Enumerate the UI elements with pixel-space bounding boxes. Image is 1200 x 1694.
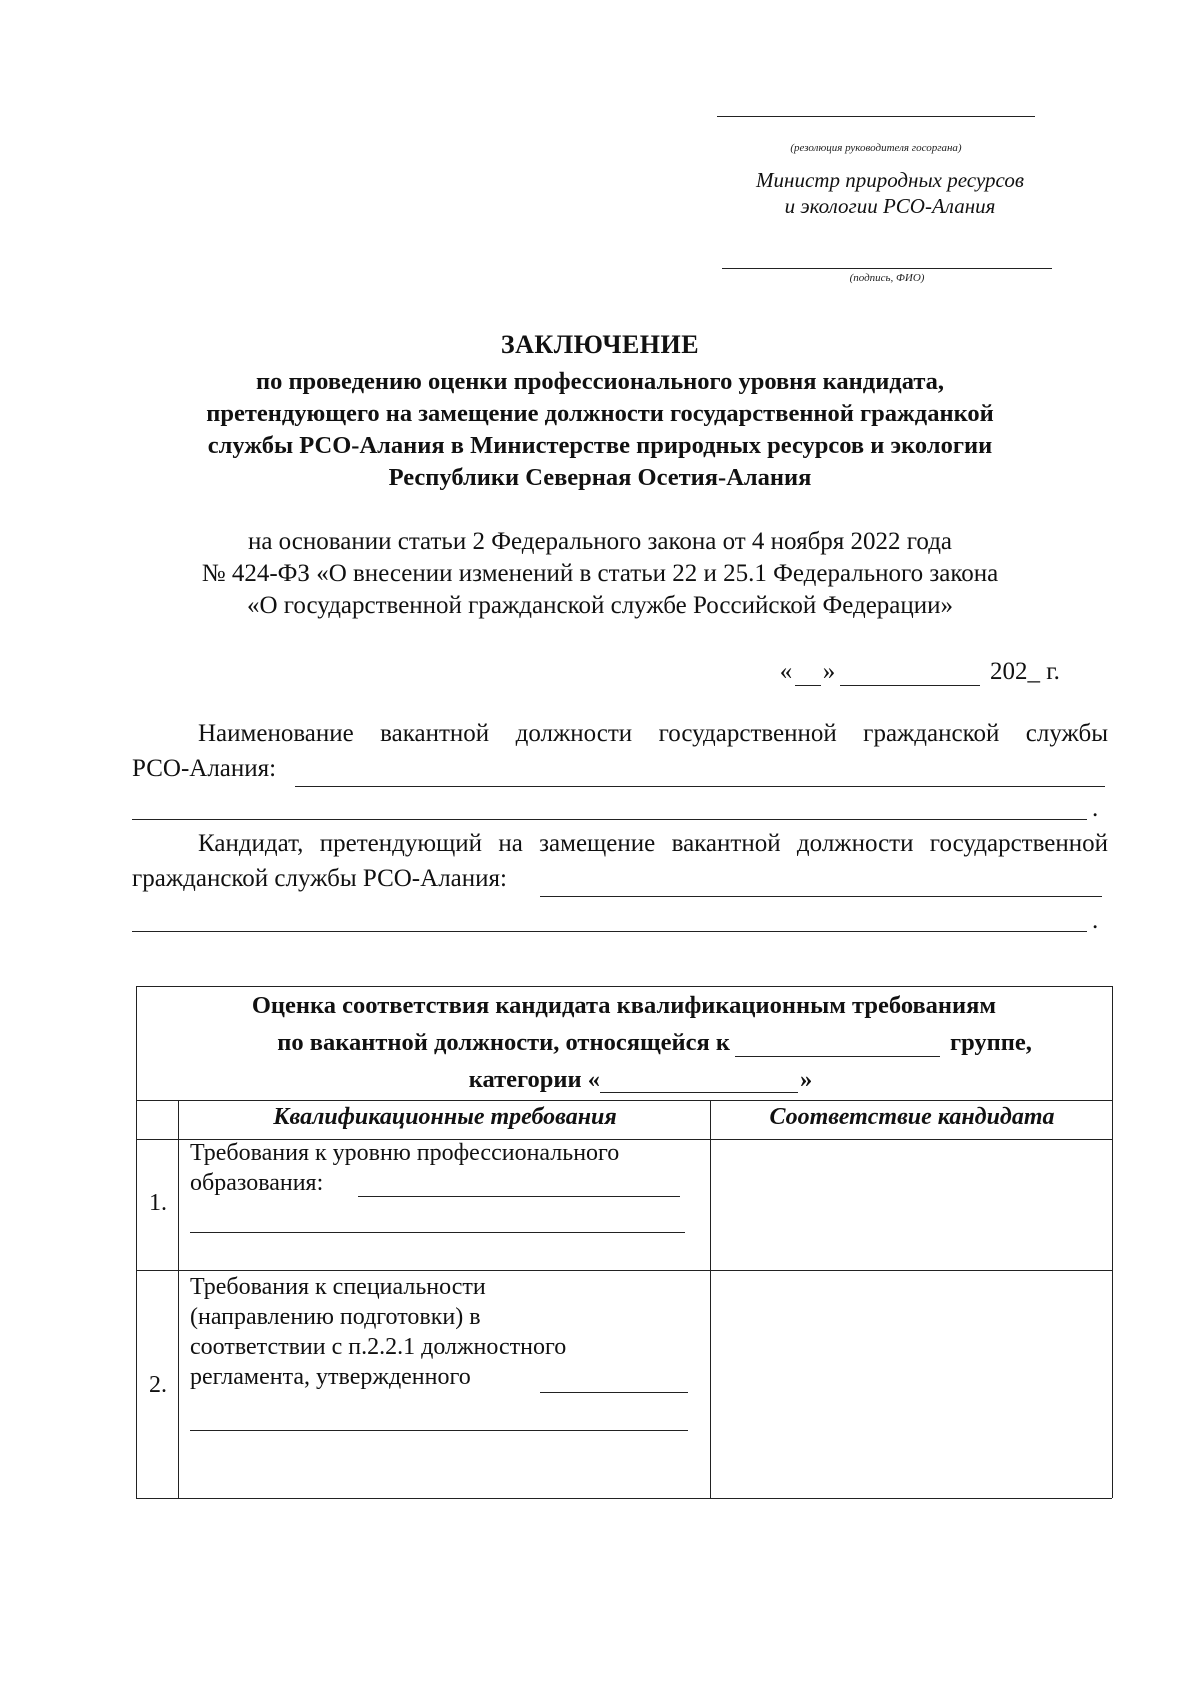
vacancy-field-2[interactable] xyxy=(132,819,1087,820)
basis-line-3: «О государственной гражданской службе Российской Федерации» xyxy=(246,592,954,619)
group-field[interactable] xyxy=(735,1056,940,1057)
table-border-top xyxy=(136,986,1112,987)
candidate-field-1[interactable] xyxy=(540,896,1102,897)
date-close-quote: » xyxy=(822,658,836,685)
vacancy-field-1[interactable] xyxy=(295,786,1105,787)
table-header-line-3a: категории « xyxy=(468,1066,600,1093)
document-title: ЗАКЛЮЧЕНИЕ xyxy=(500,330,700,359)
minister-line-2: и экологии РСО-Алания xyxy=(784,193,996,218)
minister-line-1: Министр природных ресурсов xyxy=(756,168,1024,192)
row-2-line-1: Требования к специальности xyxy=(190,1274,486,1300)
subtitle-line-2: претендующего на замещение должности государственной гражданкой xyxy=(206,400,994,427)
table-row1-bottom xyxy=(136,1270,1112,1271)
row-2-line-4: регламента, утвержденного xyxy=(190,1364,471,1390)
subtitle-line-1: по проведению оценки профессионального уровня кандидата, xyxy=(255,368,945,395)
col-header-requirements: Квалификационные требования xyxy=(273,1104,617,1130)
table-border-bottom xyxy=(136,1498,1112,1499)
category-field[interactable] xyxy=(600,1092,798,1093)
table-border-right xyxy=(1112,986,1113,1498)
col-header-compliance: Соответствие кандидата xyxy=(769,1104,1055,1130)
row-1-line-2: образования: xyxy=(190,1170,324,1196)
resolution-line xyxy=(717,116,1035,117)
vacancy-label-line-1: Наименование вакантной должности государственной гражданской службы xyxy=(198,720,1108,747)
row-2-requirement xyxy=(190,1272,705,1392)
basis-line-2: № 424-ФЗ «О внесении изменений в статьи 22 и 25.1 Федерального закона xyxy=(201,560,999,587)
subtitle-line-3: службы РСО-Алания в Министерстве природных ресурсов и экологии xyxy=(207,432,993,459)
candidate-label-line-1: Кандидат, претендующий на замещение вакантной должности государственной xyxy=(198,830,1108,857)
table-header-bottom xyxy=(136,1100,1112,1101)
signature-line[interactable] xyxy=(722,268,1052,269)
table-border-left xyxy=(136,986,137,1498)
table-header-line-2a: по вакантной должности, относящейся к xyxy=(277,1029,730,1056)
row-1-extra-field[interactable] xyxy=(190,1232,685,1233)
table-col-divider xyxy=(710,1100,711,1498)
basis-line-1: на основании статьи 2 Федерального закона от 4 ноября 2022 года xyxy=(247,528,953,555)
minister-title xyxy=(700,168,1080,219)
date-day-field[interactable] xyxy=(795,685,821,686)
row-2-compliance-cell[interactable] xyxy=(712,1272,1110,1497)
date-open-quote: « xyxy=(779,658,793,685)
vacancy-end-dot: . xyxy=(1092,795,1099,822)
legal-basis xyxy=(100,526,1100,622)
table-header-line-2b: группе, xyxy=(950,1029,1032,1056)
candidate-field-2[interactable] xyxy=(132,931,1087,932)
row-2-line-2: (направлению подготовки) в xyxy=(190,1304,481,1330)
row-1-requirement xyxy=(190,1138,705,1198)
row-1-line-1: Требования к уровню профессионального xyxy=(190,1140,620,1166)
subtitle-line-4: Республики Северная Осетия-Алания xyxy=(388,464,812,491)
document-subtitle xyxy=(100,366,1100,494)
table-header-line-3b: » xyxy=(800,1066,813,1093)
table-num-divider xyxy=(178,1100,179,1498)
row-2-approved-by-field[interactable] xyxy=(540,1392,688,1393)
candidate-end-dot: . xyxy=(1092,907,1099,934)
row-2-line-3: соответствии с п.2.2.1 должностного xyxy=(190,1334,567,1360)
candidate-label-line-2: гражданской службы РСО-Алания: xyxy=(132,865,507,892)
table-header-line-1: Оценка соответствия кандидата квалификационным требованиям xyxy=(251,992,997,1019)
vacancy-label-line-2: РСО-Алания: xyxy=(132,755,277,782)
row-2-number: 2. xyxy=(149,1372,167,1398)
signature-caption: (подпись, ФИО) xyxy=(849,272,925,284)
date-month-field[interactable] xyxy=(840,685,980,686)
row-1-compliance-cell[interactable] xyxy=(712,1141,1110,1269)
row-1-number: 1. xyxy=(149,1190,167,1216)
resolution-caption: (резолюция руководителя госоргана) xyxy=(790,142,962,154)
date-year: 202_ г. xyxy=(990,658,1060,685)
row-1-education-field[interactable] xyxy=(358,1196,680,1197)
row-2-extra-field[interactable] xyxy=(190,1430,688,1431)
